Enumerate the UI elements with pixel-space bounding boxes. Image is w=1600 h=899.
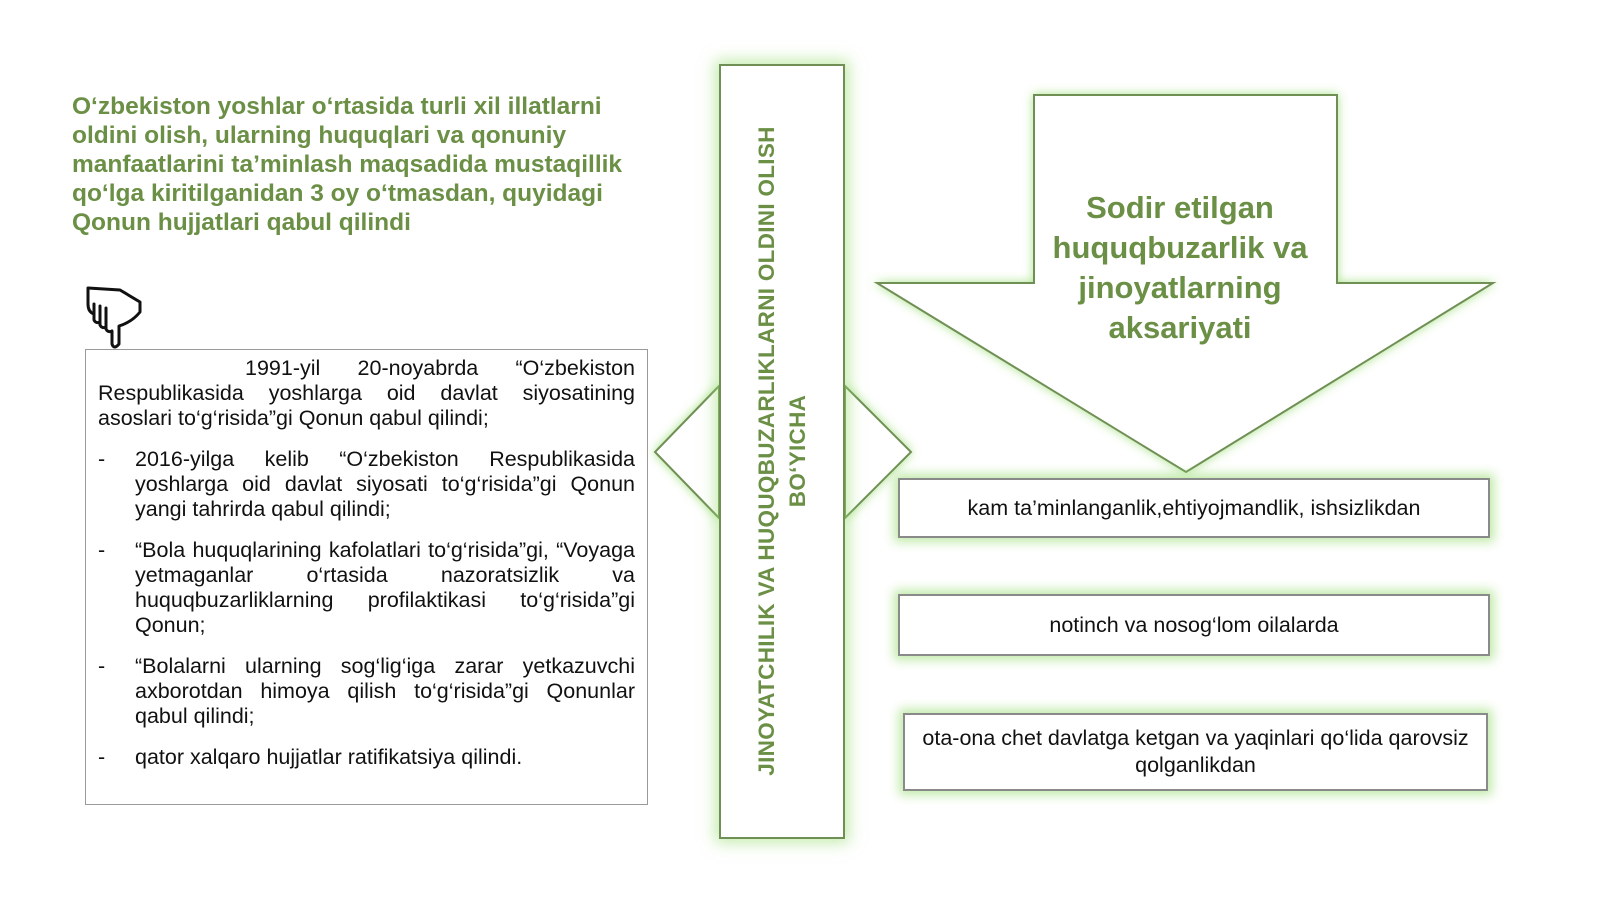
vertical-banner-label: JINOYATCHILIK VA HUQUQBUZARLIKLARNI OLDINI OLISH BO‘YICHA (754, 126, 810, 776)
heading-text: O‘zbekiston yoshlar o‘rtasida turli xil illatlarni oldini olish, ularning huquqlari va qonuniy manfaatlarini ta’minlash maqsadida mustaqillik qo‘lga kiritilganidan 3 oy o‘tmasdan, quyidagi Qonun hujjatlari qabul qilindi (72, 93, 623, 236)
list-item-text: 2016-yilga kelib “O‘zbekiston Respublikasida yoshlarga oid davlat siyosati to‘g‘risida”gi Qonun yangi tahrirda qabul qilindi; (135, 447, 635, 521)
list-dash: - (98, 447, 106, 471)
list-item-text: qator xalqaro hujjatlar ratifikatsiya qilindi. (135, 745, 523, 769)
list-dash: - (98, 654, 106, 678)
cause-box: kam ta’minlanganlik,ehtiyojmandlik, ishsizlikdan (898, 478, 1490, 538)
cause-box: notinch va nosog‘lom oilalarda (898, 594, 1490, 656)
law-intro: 1991-yil 20-noyabrda “O‘zbekiston Respublikasida yoshlarga oid davlat siyosatining asoslari to‘g‘risida”gi Qonun qabul qilindi; (98, 356, 635, 430)
down-arrow-label: Sodir etilgan huquqbuzarlik va jinoyatlarning aksariyati (1052, 190, 1308, 345)
cause-box: ota-ona chet davlatga ketgan va yaqinlari qo‘lida qarovsiz qolganlikdan (903, 713, 1488, 791)
list-dash: - (98, 538, 106, 562)
list-dash: - (98, 745, 106, 769)
list-item-text: “Bolalarni ularning sog‘lig‘iga zarar yetkazuvchi axborotdan himoya qilish to‘g‘risida”gi Qonunlar qabul qilindi; (135, 654, 635, 728)
list-item-text: “Bola huquqlarining kafolatlari to‘g‘risida”gi, “Voyaga yetmaganlar o‘rtasida nazoratsizlik va huquqbuzarliklarning profilaktikasi to‘g‘risida”gi Qonun; (135, 538, 635, 637)
